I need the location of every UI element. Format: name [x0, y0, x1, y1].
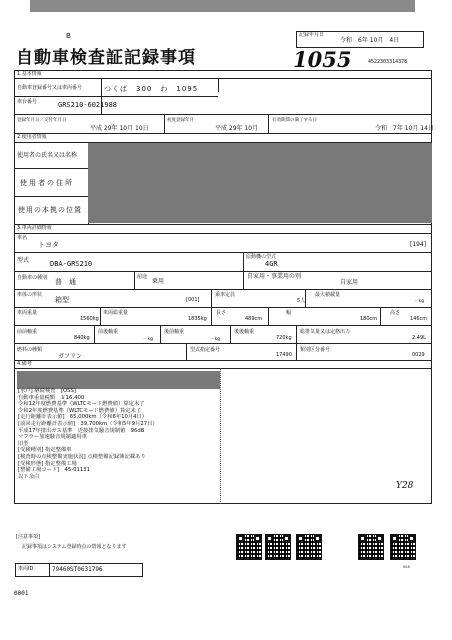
- remark-line: [走行距離計表示値] 65,000km（令和6年10月4日）: [18, 414, 148, 421]
- expiry-label: 有効期間の満了する日: [272, 118, 317, 123]
- qr-code-2: [265, 534, 291, 560]
- use-label: 用途: [137, 274, 148, 280]
- remark-line: [水戸] 継続検査 [OSS]: [18, 388, 76, 394]
- front-rear-value: －kg: [143, 337, 153, 342]
- reg-label: 自動車登録番号又は車両番号: [17, 85, 83, 91]
- user-address-label: 使用者の住所: [20, 179, 74, 187]
- type-value: 普 通: [55, 278, 76, 286]
- section3-heading: 3.車両詳細情報: [17, 225, 52, 231]
- category-value: 0029: [412, 352, 425, 358]
- redacted-remarks: [17, 371, 220, 389]
- redacted-top-bar: [30, 0, 415, 12]
- body-label: 車体の形状: [17, 292, 43, 298]
- front-axle-value: 840kg: [74, 335, 90, 341]
- model-value: DBA-GRS210: [50, 260, 93, 268]
- gross-label: 車両総重量: [103, 310, 129, 316]
- weight-label: 車両重量: [17, 310, 38, 316]
- notes-text: 記録事項はシステム登録時点の情報となります: [22, 544, 127, 550]
- remark-line: [検査時の点検整備実施状況] 点検整備記録簿記載あり: [18, 454, 146, 460]
- notes-heading: [注意事項]: [16, 534, 40, 540]
- handwritten-initials: Y28: [396, 481, 414, 491]
- chassis-value: GRS210-6021988: [58, 101, 118, 109]
- type-label: 自動車の種別: [17, 275, 48, 281]
- remark-line: 令和12年度燃費基準（WLTCモード燃費値）算定未了: [18, 401, 145, 408]
- designation-value: 17490: [276, 352, 292, 358]
- max-load-label: 最大積載量: [315, 292, 341, 298]
- first-year-value: 平成 29年 10月: [215, 125, 259, 132]
- engine-label: 原動機の型式: [246, 254, 277, 260]
- page-title: 自動車検査証記録事項: [16, 48, 196, 68]
- purpose-value: 自家用・事業用の別: [247, 273, 302, 280]
- first-year-label: 初度登録年月: [167, 118, 194, 123]
- model-label: 型式: [17, 257, 30, 264]
- fuel-value: ガソリン: [58, 353, 83, 360]
- remark-line: [受検形態] 指定整備工場: [18, 460, 77, 467]
- qr-code-3: [296, 534, 322, 560]
- rear-front-value: －kg: [210, 337, 220, 342]
- remark-line: 平成17年排出ガス基準 近接排気騒音規制値 96dB: [18, 427, 145, 434]
- section4-heading: 4.備考: [17, 361, 32, 367]
- use-value: 乗用: [152, 278, 165, 285]
- displacement-value: 2.49L: [412, 335, 426, 341]
- remark-line: 以下余白: [18, 473, 40, 480]
- remark-line: 令和2年度燃費基準（WLTCモード燃費値）算定未了: [18, 407, 142, 414]
- front-rear-label: 前後軸重: [98, 329, 119, 335]
- remark-line: マフラー加速騒音規制適用車: [18, 434, 87, 441]
- section1-heading: 1.基本情報: [17, 71, 42, 77]
- designation-label: 型式指定番号: [190, 347, 221, 353]
- qr-code-1: [236, 534, 262, 560]
- remark-line: [整備工場コード] 45-01131: [18, 467, 91, 474]
- qr-code-5: [390, 534, 416, 560]
- top-mark: B: [66, 32, 71, 40]
- document-number: 4522303314378: [368, 59, 408, 65]
- length-label: 長さ: [216, 310, 227, 316]
- remark-line: [受検種別] 指定整備車: [18, 447, 72, 454]
- page-number: 0001: [14, 590, 29, 597]
- rear-rear-value: 720kg: [276, 335, 292, 341]
- width-value: 180cm: [360, 316, 378, 322]
- height-value: 146cm: [410, 316, 428, 322]
- rear-front-label: 後前軸重: [164, 329, 185, 335]
- record-date-label: 記録年月日: [299, 32, 325, 38]
- front-axle-label: 前前軸重: [17, 329, 38, 335]
- vehicle-id-label: 車両ID: [18, 566, 34, 572]
- section2-heading: 2.使用者情報: [17, 134, 47, 140]
- capacity-value: 5人: [297, 298, 306, 304]
- engine-value: 4GR: [265, 260, 278, 268]
- remark-line: [前回走行距離計表示値] 39,700km（令和5年9月27日）: [18, 421, 158, 427]
- remark-line: 自動車重量税額 ￥16,400: [18, 394, 85, 401]
- qr-caption: 00X: [403, 565, 410, 569]
- max-load-value: －kg: [414, 299, 424, 304]
- width-label: 幅: [286, 310, 292, 316]
- maker-label: 車名: [17, 235, 28, 241]
- capacity-label: 乗車定員: [215, 292, 236, 298]
- chassis-label: 車台番号: [17, 99, 38, 105]
- base-label: 使用の本拠の位置: [18, 206, 82, 214]
- weight-value: 1560kg: [80, 316, 99, 322]
- vehicle-id-value: 79460ST0631796: [52, 566, 103, 573]
- private-value: 自家用: [340, 279, 359, 286]
- fuel-label: 燃料の種類: [17, 347, 43, 353]
- expiry-value: 令和 7年 10月 14日: [375, 125, 434, 132]
- category-label: 類別区分番号: [300, 347, 331, 353]
- qr-code-4: [358, 534, 384, 560]
- remark-line: 旧型: [18, 440, 29, 447]
- body-value: 箱型: [55, 296, 69, 304]
- reg-value: つくば 300 わ 1095: [104, 85, 199, 93]
- maker-value: トヨタ: [38, 241, 59, 249]
- gross-value: 1835kg: [188, 316, 207, 322]
- record-date-value: 令和 6年 10月 4日: [340, 37, 400, 44]
- redacted-user-info: [88, 143, 432, 223]
- user-name-label: 使用者の氏名又は名称: [17, 152, 78, 159]
- first-reg-value: 平成 29年 10月 10日: [90, 125, 149, 132]
- length-value: 489cm: [245, 316, 263, 322]
- first-reg-label: 登録年月日／交付年月日: [17, 118, 67, 123]
- maker-code: [194]: [410, 241, 427, 248]
- rear-rear-label: 後後軸重: [234, 329, 255, 335]
- body-code: [001]: [186, 297, 200, 303]
- handwritten-number: 1055: [293, 47, 352, 72]
- height-label: 高さ: [390, 310, 401, 316]
- displacement-label: 総排気量又は定格出力: [300, 329, 351, 335]
